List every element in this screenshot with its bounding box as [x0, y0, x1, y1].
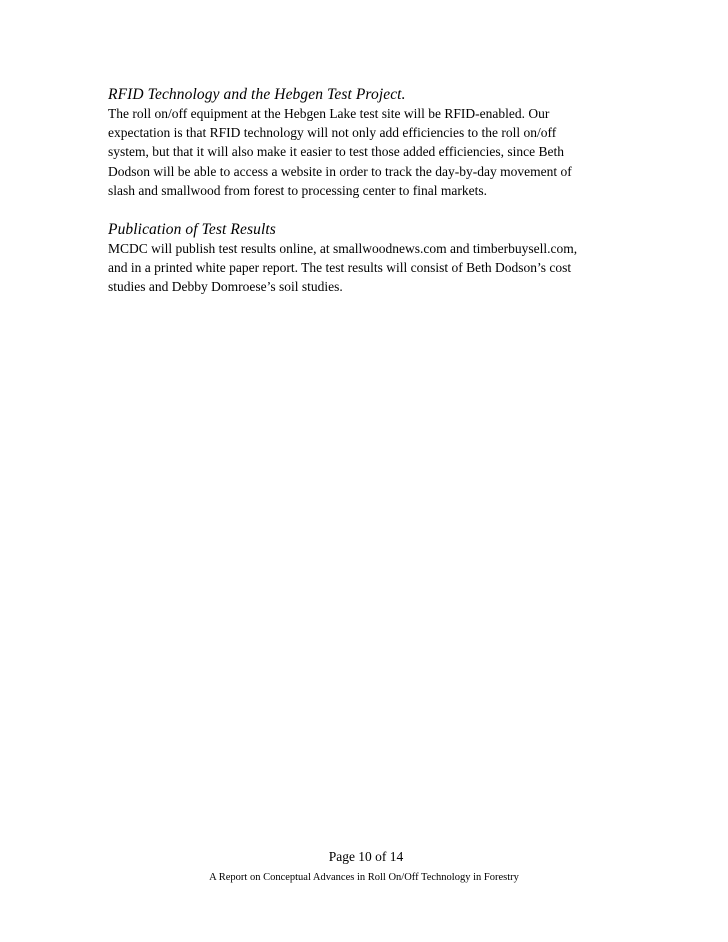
footer-report-title: A Report on Conceptual Advances in Roll On/Off Technology in Forestry — [209, 872, 519, 883]
section-publication-of-test-results — [108, 220, 623, 297]
body-line: The roll on/off equipment at the Hebgen Lake test site will be RFID-enabled. Our — [108, 106, 550, 121]
section-rfid-technology — [108, 85, 623, 200]
body-line: expectation is that RFID technology will not only add efficiencies to the roll on/off — [108, 125, 557, 141]
body-line: system, but that it will also make it easier to test those added efficiencies, since Beth — [108, 144, 565, 160]
section-body — [108, 239, 623, 297]
body-line: and in a printed white paper report. The test results will consist of Beth Dodson’s cost — [108, 260, 572, 276]
page-number: Page 10 of 14 — [328, 849, 404, 864]
section-body — [108, 104, 623, 200]
section-heading: RFID Technology and the Hebgen Test Project. — [108, 86, 406, 103]
body-line: MCDC will publish test results online, at smallwoodnews.com and timberbuysell.com, — [108, 241, 578, 256]
body-line: studies and Debby Domroese’s soil studies. — [108, 279, 343, 295]
body-line: Dodson will be able to access a website in order to track the day-by-day movement of — [108, 163, 572, 179]
section-heading: Publication of Test Results — [108, 221, 276, 238]
body-line: slash and smallwood from forest to processing center to final markets. — [108, 182, 488, 198]
